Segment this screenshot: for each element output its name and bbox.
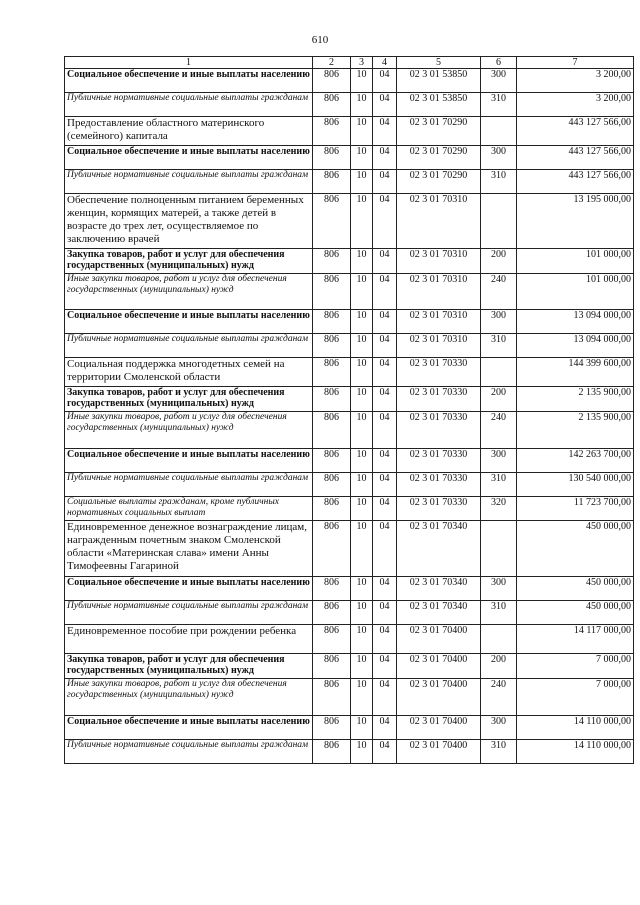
expense-type-cell (481, 625, 517, 654)
expense-type-cell: 300 (481, 146, 517, 170)
row-name-cell: Закупка товаров, работ и услуг для обеспечения государственных (муниципальных) нужд (65, 249, 313, 274)
table-row (65, 740, 634, 764)
subsection-code-cell: 04 (373, 740, 397, 764)
section-code-cell: 10 (351, 577, 373, 601)
table-row (65, 146, 634, 170)
grbs-code-cell: 806 (313, 473, 351, 497)
table-row (65, 274, 634, 310)
subsection-code-cell: 04 (373, 473, 397, 497)
table-row (65, 497, 634, 521)
page-number: 610 (311, 34, 329, 46)
amount-cell: 130 540 000,00 (517, 473, 634, 497)
grbs-code-cell: 806 (313, 334, 351, 358)
subsection-code-cell: 04 (373, 310, 397, 334)
row-name-cell: Обеспечение полноценным питанием беременных женщин, кормящих матерей, а также детей в возрасте до трех лет, осуществляемое по заключению врачей (65, 194, 313, 249)
expense-type-cell: 240 (481, 679, 517, 716)
amount-cell: 450 000,00 (517, 521, 634, 577)
section-code-cell: 10 (351, 740, 373, 764)
column-header: 4 (373, 57, 397, 69)
expense-type-cell (481, 358, 517, 387)
expense-type-cell: 200 (481, 387, 517, 412)
row-name-cell: Публичные нормативные социальные выплаты гражданам (65, 334, 313, 358)
expense-type-cell (481, 194, 517, 249)
row-name-cell: Иные закупки товаров, работ и услуг для обеспечения государственных (муниципальных) нужд (65, 679, 313, 716)
subsection-code-cell: 04 (373, 93, 397, 117)
subsection-code-cell: 04 (373, 170, 397, 194)
row-name-cell: Единовременное денежное вознаграждение лицам, награжденным почетным знаком Смоленской области «Материнская слава» имени Анны Тимофеевны Гагариной (65, 521, 313, 577)
amount-cell: 443 127 566,00 (517, 117, 634, 146)
target-article-cell: 02 3 01 70310 (397, 310, 481, 334)
subsection-code-cell: 04 (373, 358, 397, 387)
section-code-cell: 10 (351, 679, 373, 716)
table-row (65, 194, 634, 249)
row-name-cell: Публичные нормативные социальные выплаты гражданам (65, 473, 313, 497)
section-code-cell: 10 (351, 412, 373, 449)
row-name-cell: Социальные выплаты гражданам, кроме публичных нормативных социальных выплат (65, 497, 313, 521)
section-code-cell: 10 (351, 625, 373, 654)
amount-cell: 101 000,00 (517, 274, 634, 310)
target-article-cell: 02 3 01 70340 (397, 601, 481, 625)
section-code-cell: 10 (351, 274, 373, 310)
target-article-cell: 02 3 01 70330 (397, 412, 481, 449)
grbs-code-cell: 806 (313, 170, 351, 194)
amount-cell: 443 127 566,00 (517, 170, 634, 194)
grbs-code-cell: 806 (313, 740, 351, 764)
expense-type-cell: 300 (481, 310, 517, 334)
table-row (65, 334, 634, 358)
amount-cell: 7 000,00 (517, 654, 634, 679)
grbs-code-cell: 806 (313, 521, 351, 577)
subsection-code-cell: 04 (373, 654, 397, 679)
table-row (65, 625, 634, 654)
subsection-code-cell: 04 (373, 625, 397, 654)
grbs-code-cell: 806 (313, 412, 351, 449)
table-row (65, 387, 634, 412)
table-row (65, 521, 634, 577)
section-code-cell: 10 (351, 358, 373, 387)
amount-cell: 144 399 600,00 (517, 358, 634, 387)
subsection-code-cell: 04 (373, 577, 397, 601)
subsection-code-cell: 04 (373, 601, 397, 625)
section-code-cell: 10 (351, 521, 373, 577)
row-name-cell: Закупка товаров, работ и услуг для обеспечения государственных (муниципальных) нужд (65, 387, 313, 412)
grbs-code-cell: 806 (313, 69, 351, 93)
target-article-cell: 02 3 01 70330 (397, 449, 481, 473)
expense-type-cell: 300 (481, 69, 517, 93)
target-article-cell: 02 3 01 70310 (397, 249, 481, 274)
column-header: 6 (481, 57, 517, 69)
target-article-cell: 02 3 01 70310 (397, 274, 481, 310)
subsection-code-cell: 04 (373, 334, 397, 358)
target-article-cell: 02 3 01 70340 (397, 521, 481, 577)
table-row (65, 117, 634, 146)
expense-type-cell: 320 (481, 497, 517, 521)
target-article-cell: 02 3 01 70330 (397, 497, 481, 521)
row-name-cell: Публичные нормативные социальные выплаты гражданам (65, 93, 313, 117)
section-code-cell: 10 (351, 387, 373, 412)
table-row (65, 358, 634, 387)
grbs-code-cell: 806 (313, 93, 351, 117)
subsection-code-cell: 04 (373, 274, 397, 310)
section-code-cell: 10 (351, 334, 373, 358)
table-row (65, 449, 634, 473)
grbs-code-cell: 806 (313, 449, 351, 473)
expense-type-cell (481, 521, 517, 577)
row-name-cell: Предоставление областного материнского (семейного) капитала (65, 117, 313, 146)
table-header-row (65, 57, 634, 69)
row-name-cell: Публичные нормативные социальные выплаты гражданам (65, 170, 313, 194)
expense-type-cell: 200 (481, 249, 517, 274)
amount-cell: 450 000,00 (517, 601, 634, 625)
section-code-cell: 10 (351, 249, 373, 274)
target-article-cell: 02 3 01 70400 (397, 679, 481, 716)
amount-cell: 14 110 000,00 (517, 740, 634, 764)
amount-cell: 13 195 000,00 (517, 194, 634, 249)
expense-type-cell: 310 (481, 740, 517, 764)
section-code-cell: 10 (351, 117, 373, 146)
grbs-code-cell: 806 (313, 716, 351, 740)
amount-cell: 450 000,00 (517, 577, 634, 601)
section-code-cell: 10 (351, 93, 373, 117)
budget-table (64, 56, 634, 764)
table-row (65, 412, 634, 449)
amount-cell: 13 094 000,00 (517, 310, 634, 334)
target-article-cell: 02 3 01 70310 (397, 334, 481, 358)
target-article-cell: 02 3 01 70330 (397, 473, 481, 497)
table-row (65, 679, 634, 716)
amount-cell: 101 000,00 (517, 249, 634, 274)
row-name-cell: Социальное обеспечение и иные выплаты населению (65, 69, 313, 93)
table-row (65, 601, 634, 625)
grbs-code-cell: 806 (313, 679, 351, 716)
amount-cell: 11 723 700,00 (517, 497, 634, 521)
table-row (65, 69, 634, 93)
column-header: 7 (517, 57, 634, 69)
table-row (65, 473, 634, 497)
subsection-code-cell: 04 (373, 69, 397, 93)
subsection-code-cell: 04 (373, 387, 397, 412)
table-row (65, 170, 634, 194)
subsection-code-cell: 04 (373, 249, 397, 274)
subsection-code-cell: 04 (373, 146, 397, 170)
section-code-cell: 10 (351, 654, 373, 679)
table-row (65, 93, 634, 117)
expense-type-cell: 200 (481, 654, 517, 679)
grbs-code-cell: 806 (313, 310, 351, 334)
amount-cell: 142 263 700,00 (517, 449, 634, 473)
expense-type-cell: 310 (481, 170, 517, 194)
target-article-cell: 02 3 01 70290 (397, 146, 481, 170)
row-name-cell: Закупка товаров, работ и услуг для обеспечения государственных (муниципальных) нужд (65, 654, 313, 679)
expense-type-cell: 300 (481, 716, 517, 740)
table-row (65, 654, 634, 679)
expense-type-cell: 310 (481, 334, 517, 358)
amount-cell: 13 094 000,00 (517, 334, 634, 358)
row-name-cell: Иные закупки товаров, работ и услуг для обеспечения государственных (муниципальных) нужд (65, 412, 313, 449)
section-code-cell: 10 (351, 194, 373, 249)
section-code-cell: 10 (351, 69, 373, 93)
expense-type-cell: 240 (481, 412, 517, 449)
target-article-cell: 02 3 01 70400 (397, 654, 481, 679)
target-article-cell: 02 3 01 70400 (397, 716, 481, 740)
section-code-cell: 10 (351, 601, 373, 625)
column-header: 1 (65, 57, 313, 69)
target-article-cell: 02 3 01 70340 (397, 577, 481, 601)
section-code-cell: 10 (351, 146, 373, 170)
grbs-code-cell: 806 (313, 577, 351, 601)
row-name-cell: Социальное обеспечение и иные выплаты населению (65, 449, 313, 473)
target-article-cell: 02 3 01 70330 (397, 387, 481, 412)
subsection-code-cell: 04 (373, 716, 397, 740)
amount-cell: 443 127 566,00 (517, 146, 634, 170)
expense-type-cell (481, 117, 517, 146)
grbs-code-cell: 806 (313, 387, 351, 412)
row-name-cell: Социальное обеспечение и иные выплаты населению (65, 716, 313, 740)
section-code-cell: 10 (351, 310, 373, 334)
target-article-cell: 02 3 01 70400 (397, 740, 481, 764)
expense-type-cell: 300 (481, 449, 517, 473)
grbs-code-cell: 806 (313, 625, 351, 654)
table-row (65, 716, 634, 740)
target-article-cell: 02 3 01 53850 (397, 69, 481, 93)
target-article-cell: 02 3 01 70310 (397, 194, 481, 249)
target-article-cell: 02 3 01 70290 (397, 117, 481, 146)
expense-type-cell: 300 (481, 577, 517, 601)
subsection-code-cell: 04 (373, 117, 397, 146)
row-name-cell: Социальное обеспечение и иные выплаты населению (65, 577, 313, 601)
amount-cell: 3 200,00 (517, 69, 634, 93)
section-code-cell: 10 (351, 449, 373, 473)
subsection-code-cell: 04 (373, 679, 397, 716)
column-header: 5 (397, 57, 481, 69)
table-row (65, 310, 634, 334)
subsection-code-cell: 04 (373, 194, 397, 249)
grbs-code-cell: 806 (313, 497, 351, 521)
section-code-cell: 10 (351, 473, 373, 497)
grbs-code-cell: 806 (313, 194, 351, 249)
column-header: 2 (313, 57, 351, 69)
table-row (65, 249, 634, 274)
target-article-cell: 02 3 01 70330 (397, 358, 481, 387)
amount-cell: 7 000,00 (517, 679, 634, 716)
target-article-cell: 02 3 01 70400 (397, 625, 481, 654)
amount-cell: 2 135 900,00 (517, 412, 634, 449)
row-name-cell: Иные закупки товаров, работ и услуг для обеспечения государственных (муниципальных) нужд (65, 274, 313, 310)
subsection-code-cell: 04 (373, 521, 397, 577)
amount-cell: 14 117 000,00 (517, 625, 634, 654)
row-name-cell: Социальное обеспечение и иные выплаты населению (65, 310, 313, 334)
section-code-cell: 10 (351, 170, 373, 194)
row-name-cell: Публичные нормативные социальные выплаты гражданам (65, 740, 313, 764)
expense-type-cell: 310 (481, 601, 517, 625)
amount-cell: 3 200,00 (517, 93, 634, 117)
grbs-code-cell: 806 (313, 117, 351, 146)
grbs-code-cell: 806 (313, 146, 351, 170)
subsection-code-cell: 04 (373, 497, 397, 521)
grbs-code-cell: 806 (313, 358, 351, 387)
row-name-cell: Публичные нормативные социальные выплаты гражданам (65, 601, 313, 625)
row-name-cell: Социальная поддержка многодетных семей на территории Смоленской области (65, 358, 313, 387)
expense-type-cell: 310 (481, 93, 517, 117)
expense-type-cell: 240 (481, 274, 517, 310)
grbs-code-cell: 806 (313, 274, 351, 310)
grbs-code-cell: 806 (313, 601, 351, 625)
row-name-cell: Социальное обеспечение и иные выплаты населению (65, 146, 313, 170)
subsection-code-cell: 04 (373, 449, 397, 473)
grbs-code-cell: 806 (313, 249, 351, 274)
section-code-cell: 10 (351, 497, 373, 521)
subsection-code-cell: 04 (373, 412, 397, 449)
grbs-code-cell: 806 (313, 654, 351, 679)
column-header: 3 (351, 57, 373, 69)
amount-cell: 14 110 000,00 (517, 716, 634, 740)
expense-type-cell: 310 (481, 473, 517, 497)
section-code-cell: 10 (351, 716, 373, 740)
amount-cell: 2 135 900,00 (517, 387, 634, 412)
target-article-cell: 02 3 01 53850 (397, 93, 481, 117)
table-row (65, 577, 634, 601)
row-name-cell: Единовременное пособие при рождении ребенка (65, 625, 313, 654)
target-article-cell: 02 3 01 70290 (397, 170, 481, 194)
